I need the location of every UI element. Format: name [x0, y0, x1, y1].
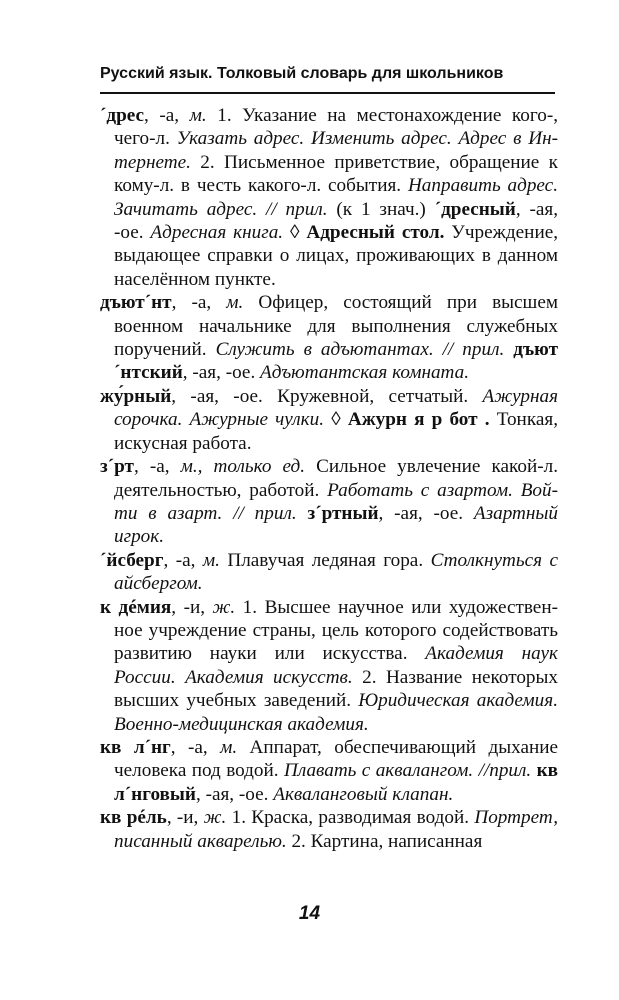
- entry-text: , -ая, -ое.: [114, 198, 559, 244]
- page-number: 14: [298, 903, 321, 924]
- derived-headword: ´дресный: [434, 198, 516, 220]
- example-text: м., только ед.: [180, 456, 306, 478]
- entry-text: [297, 503, 308, 524]
- example-text: Адъютантская комната.: [260, 362, 470, 384]
- example-text: Плавать с аквалангом. //прил.: [283, 760, 532, 782]
- headword: дъют´нт: [100, 292, 172, 314]
- example-text: ж.: [212, 596, 236, 618]
- dictionary-entry-akvarel: [100, 806, 558, 853]
- example-text: Азартный игрок.: [114, 502, 559, 548]
- entry-text: [504, 339, 513, 360]
- example-text: Ажурная сорочка. Ажурные чулки.: [114, 385, 558, 431]
- entry-text: (к 1 знач.): [327, 198, 435, 220]
- headword: к дéмия: [100, 596, 172, 618]
- dictionary-entry-adyutant: [100, 291, 558, 385]
- entry-text: , -и,: [171, 596, 213, 618]
- entry-text: , -ая, -ое.: [195, 783, 274, 805]
- entry-text: 2. Картина, написанная: [286, 830, 483, 852]
- entry-text: , -ая, -ое.: [378, 502, 474, 524]
- headword: ´йсберг: [100, 549, 164, 571]
- entry-text: , -а,: [133, 456, 181, 478]
- entry-text: , -а,: [171, 292, 227, 314]
- example-text: Академия наук России. Академия искусств.: [114, 643, 558, 688]
- dictionary-entries: [100, 104, 558, 853]
- entry-text: 2. Письменное приветствие, обращение к кому-л. в честь какого-л. события.: [114, 151, 558, 197]
- entry-text: , -а,: [144, 105, 190, 126]
- derived-headword: кв л´нговый: [114, 760, 558, 805]
- example-text: Юридическая академия. Военно-медицинская академия.: [114, 690, 558, 735]
- entry-text: 1. Высшее научное или художественное учреждение страны, цель которого содействовать развитию науки или искусства.: [114, 596, 558, 665]
- dictionary-entry-akademiya: [100, 596, 558, 736]
- example-text: Адресная книга.: [150, 222, 284, 244]
- example-text: Направить адрес. Зачитать адрес. // прил.: [114, 175, 558, 220]
- example-text: м.: [220, 736, 238, 758]
- example-text: Служить в адъютантах. // прил.: [215, 339, 505, 361]
- example-text: м.: [202, 549, 220, 571]
- example-text: Работать с азартом. Войти в азарт. // прил.: [114, 479, 559, 524]
- entry-text: 1. Указание на местонахождение кого-, чего-л.: [114, 105, 559, 150]
- dictionary-entry-azart: [100, 455, 558, 549]
- headword: кв л´нг: [100, 736, 171, 758]
- dictionary-entry-azhurny: [100, 385, 558, 455]
- entry-text: Сильное увлечение какой-л. деятельностью, работой.: [114, 456, 558, 501]
- headword: кв рéль: [100, 807, 167, 829]
- entry-text: ◊: [324, 409, 348, 431]
- entry-text: ◊: [283, 222, 307, 244]
- entry-text: 2. Название некоторых высших учебных заведений.: [114, 666, 558, 712]
- entry-text: 1. Краска, разводимая водой.: [226, 807, 475, 829]
- running-header: Русский язык. Толковый словарь для школьников: [100, 65, 504, 82]
- entry-text: Плавучая ледяная гора.: [219, 549, 431, 571]
- headword: ´дрес: [100, 105, 145, 126]
- derived-headword: Ажурн я р бот .: [347, 409, 490, 431]
- entry-text: , -а,: [163, 549, 203, 571]
- example-text: Портрет, писанный акварелью.: [114, 807, 558, 852]
- entry-text: Офицер, состоящий при высшем военном начальнике для выполнения служебных поручений.: [114, 292, 558, 361]
- derived-headword: з´ртный: [307, 502, 379, 524]
- entry-text: , -ая, -ое.: [182, 362, 261, 384]
- entry-text: Аппарат, обеспечивающий дыхание человека под водой.: [114, 736, 559, 782]
- headword: з´рт: [100, 456, 134, 478]
- derived-headword: Адресный стол.: [306, 222, 445, 244]
- dictionary-entry-akvalang: [100, 736, 558, 806]
- headword: жу́рный: [100, 385, 172, 407]
- example-text: м.: [189, 105, 207, 126]
- entry-text: , -а,: [170, 736, 221, 758]
- header-rule: [100, 92, 555, 94]
- entry-text: , -и,: [166, 807, 204, 829]
- example-text: Столкнуться с айсбергом.: [114, 549, 558, 595]
- example-text: ж.: [203, 807, 227, 829]
- entry-text: , -ая, -ое. Кружевной, сетчатый.: [171, 385, 483, 407]
- example-text: м.: [226, 292, 244, 314]
- entry-text: Учреждение, выдающее справки о лицах, проживающих в данном населённом пункте.: [114, 222, 559, 290]
- entry-text: Тонкая, искусная работа.: [114, 409, 558, 454]
- example-text: Указать адрес. Изменить адрес. Адрес в Интернете.: [114, 128, 558, 173]
- dictionary-entry-adres: [100, 104, 558, 291]
- derived-headword: дъют´нтский: [114, 339, 558, 384]
- dictionary-entry-aisberg: [100, 549, 558, 596]
- example-text: Акваланговый клапан.: [273, 783, 454, 805]
